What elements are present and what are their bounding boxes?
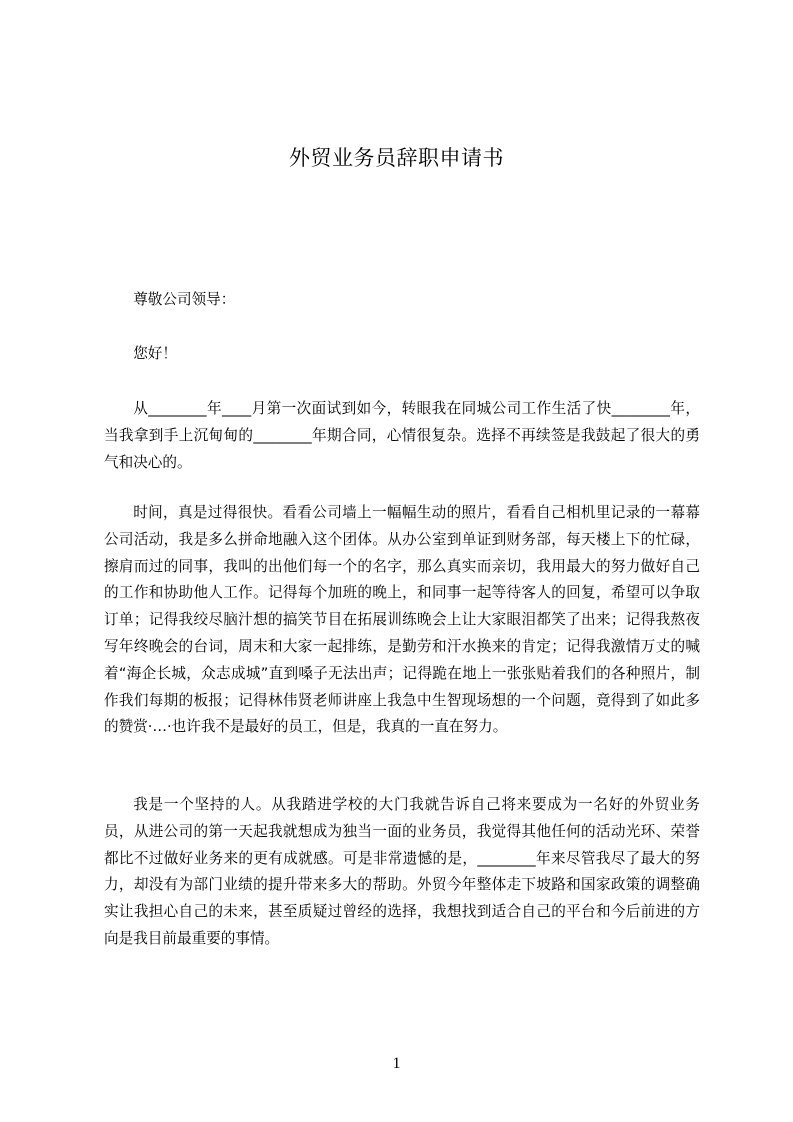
paragraph-1: 从________年____月第一次面试到如今，转眼我在同城公司工作生活了快________年，当我拿到手上沉甸甸的________年期合同，心情很复杂。选择不再续签是我鼓起了很大的勇气和决心的。 xyxy=(104,400,700,471)
salutation: 尊敬公司领导： xyxy=(133,291,236,308)
page-number: 1 xyxy=(392,1055,401,1072)
greeting: 您好！ xyxy=(133,345,177,362)
paragraph-2: 时间，真是过得很快。看看公司墙上一幅幅生动的照片，看看自己相机里记录的一幕幕公司活动，我是多么拼命地融入这个团体。从办公室到单证到财务部，每天楼上下的忙碌，擦肩而过的同事，我叫的出他们每一个的名字，那么真实而亲切，我用最大的努力做好自己的工作和协助他人工作。记得每个加班的晚上，和同事一起等待客人的回复，希望可以争取订单；记得我绞尽脑汁想的搞笑节目在拓展训练晚会上让大家眼泪都笑了出来；记得我熬夜写年终晚会的台词，周末和大家一起排练，是勤劳和汗水换来的肯定；记得我激情万丈的喊着“海企长城，众志成城”直到嗓子无法出声；记得跪在地上一张张贴着我们的各种照片，制作我们每期的板报；记得林伟贤老师讲座上我急中生智现场想的一个问题，竟得到了如此多的赞赏·…·也许我不是最好的员工，但是，我真的一直在努力。 xyxy=(104,504,700,736)
paragraph-3: 我是一个坚持的人。从我踏进学校的大门我就告诉自己将来要成为一名好的外贸业务员，从进公司的第一天起我就想成为独当一面的业务员，我觉得其他任何的活动光环、荣誉都比不过做好业务来的更有成就感。可是非常遗憾的是，________年来尽管我尽了最大的努力，却没有为部门业绩的提升带来多大的帮助。外贸今年整体走下坡路和国家政策的调整确实让我担心自己的未来，甚至质疑过曾经的选择，我想找到适合自己的平台和今后前进的方向是我目前最重要的事情。 xyxy=(104,796,700,947)
document-title: 外贸业务员辞职申请书 xyxy=(289,146,504,170)
